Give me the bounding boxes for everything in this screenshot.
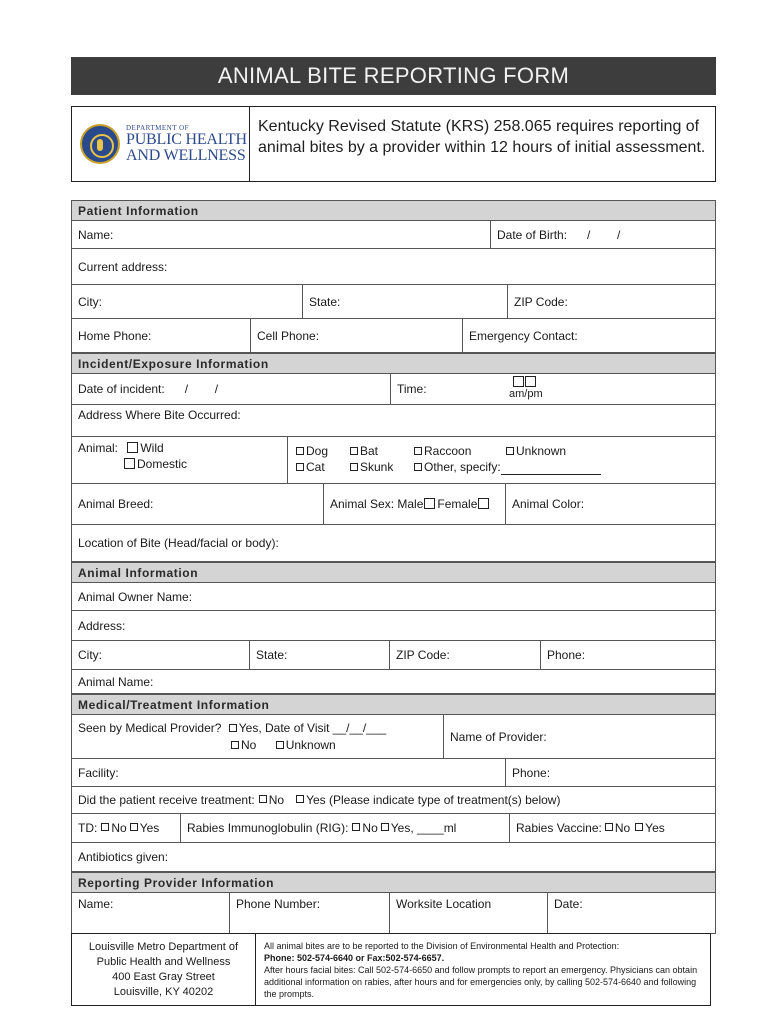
treatment-yes-label: Yes (Please indicate type of treatment(s) below) (306, 793, 561, 807)
skunk-label: Skunk (360, 460, 394, 474)
seen-by-provider-group (72, 715, 444, 758)
dog-checkbox[interactable] (296, 447, 304, 455)
owner-address-label: Address: (78, 618, 126, 633)
seen-no-label: No (241, 738, 257, 752)
raccoon-checkbox[interactable] (414, 447, 422, 455)
rig-group (181, 814, 510, 842)
seen-by-provider-label: Seen by Medical Provider? (78, 721, 222, 735)
td-yes-checkbox[interactable] (130, 823, 138, 831)
rig-label: Rabies Immunoglobulin (RIG): (187, 821, 349, 835)
vaccine-yes-checkbox[interactable] (635, 823, 643, 831)
rig-yes-label: Yes, ____ml (390, 821, 457, 835)
footer-note-3: After hours facial bites: Call 502-574-6650 and follow prompts to report an emergency. Physicians can obtain additional information on rabies, after hours and for emergencies only, by calling 502-574-6640 and following the prompts. (264, 965, 698, 999)
patient-zip-field[interactable] (508, 285, 715, 318)
wild-label: Wild (140, 441, 164, 455)
report-date-label: Date: (554, 897, 583, 911)
current-address-field[interactable] (72, 249, 715, 284)
skunk-checkbox[interactable] (350, 463, 358, 471)
bite-location-field[interactable] (72, 525, 715, 561)
bite-address-field[interactable] (72, 405, 715, 436)
antibiotics-label: Antibiotics given: (78, 850, 169, 864)
report-date-field[interactable] (548, 893, 715, 933)
current-address-label: Current address: (78, 259, 168, 274)
emergency-contact-field[interactable] (463, 319, 715, 352)
patient-name-label: Name: (78, 227, 114, 242)
rig-no-checkbox[interactable] (352, 823, 360, 831)
am-checkbox[interactable] (513, 376, 524, 387)
section-reporting-provider: Reporting Provider Information (71, 872, 716, 892)
dob-slashes: / / (587, 227, 621, 242)
facility-phone-label: Phone: (512, 765, 551, 780)
bat-checkbox[interactable] (350, 447, 358, 455)
dob-label: Date of Birth: (497, 227, 568, 242)
incident-time-label: Time: (397, 382, 427, 396)
treatment-no-checkbox[interactable] (259, 795, 267, 803)
provider-name-label: Name of Provider: (450, 729, 547, 744)
owner-phone-field[interactable] (541, 641, 715, 669)
report-form (71, 200, 716, 934)
facility-label: Facility: (78, 765, 119, 780)
animal-owner-label: Animal Owner Name: (78, 589, 193, 604)
bite-location-label: Location of Bite (Head/facial or body): (78, 536, 279, 550)
logo-line-1: DEPARTMENT OF (126, 124, 190, 132)
department-logo (72, 107, 250, 181)
owner-city-field[interactable] (72, 641, 250, 669)
worksite-location-label: Worksite Location (396, 897, 492, 911)
reporter-phone-field[interactable] (230, 893, 390, 933)
unknown-animal-label: Unknown (516, 444, 567, 458)
footer-street: 400 East Gray Street (112, 971, 215, 983)
section-patient-information: Patient Information (71, 200, 716, 220)
reporter-phone-label: Phone Number: (236, 897, 321, 911)
treatment-question-row (72, 787, 715, 813)
rig-yes-checkbox[interactable] (381, 823, 389, 831)
rabies-vaccine-label: Rabies Vaccine: (516, 821, 602, 835)
animal-name-field[interactable] (72, 670, 715, 693)
animal-color-label: Animal Color: (512, 497, 585, 511)
kentucky-seal-icon (80, 124, 120, 164)
logo-line-3: AND WELLNESS (126, 147, 246, 164)
facility-field[interactable] (72, 759, 506, 786)
facility-phone-field[interactable] (506, 759, 715, 786)
animal-label: Animal: (78, 441, 119, 455)
cell-phone-field[interactable] (251, 319, 463, 352)
bat-label: Bat (360, 444, 379, 458)
male-checkbox[interactable] (424, 498, 435, 509)
patient-name-field[interactable] (72, 221, 491, 248)
female-checkbox[interactable] (478, 498, 489, 509)
header-box (71, 106, 716, 182)
animal-sex-field (324, 484, 506, 524)
cat-checkbox[interactable] (296, 463, 304, 471)
footer-box (71, 933, 711, 1006)
patient-zip-label: ZIP Code: (514, 294, 568, 309)
raccoon-label: Raccoon (424, 444, 472, 458)
statute-notice: Kentucky Revised Statute (KRS) 258.065 requires reporting of animal bites by a provider within 12 hours of initial assessment. (258, 118, 706, 156)
incident-date-label: Date of incident: (78, 382, 165, 396)
vaccine-yes-label: Yes (645, 821, 665, 835)
ampm-label: am/pm (509, 388, 543, 400)
form-title: ANIMAL BITE REPORTING FORM (71, 57, 716, 95)
incident-time-field[interactable] (391, 374, 715, 404)
footer-city: Louisville, KY 40202 (113, 986, 214, 998)
footer-org-line-2: Public Health and Wellness (96, 956, 231, 968)
owner-zip-field[interactable] (390, 641, 541, 669)
patient-state-field[interactable] (303, 285, 508, 318)
female-label: Female (437, 497, 478, 511)
owner-address-field[interactable] (72, 611, 715, 640)
animal-sex-label: Animal Sex: Male (330, 497, 424, 511)
animal-breed-field[interactable] (72, 484, 324, 524)
treatment-question-label: Did the patient receive treatment: (78, 793, 255, 807)
vaccine-no-checkbox[interactable] (605, 823, 613, 831)
section-medical-information: Medical/Treatment Information (71, 694, 716, 714)
animal-type-group (72, 437, 288, 483)
treatment-yes-checkbox[interactable] (296, 795, 304, 803)
domestic-checkbox[interactable] (124, 458, 135, 469)
animal-color-field[interactable] (506, 484, 715, 524)
reporting-instructions (256, 934, 710, 1005)
animal-breed-label: Animal Breed: (78, 497, 154, 511)
rabies-vaccine-group (510, 814, 715, 842)
animal-owner-field[interactable] (72, 583, 715, 610)
antibiotics-field[interactable] (72, 843, 715, 871)
owner-zip-label: ZIP Code: (396, 648, 450, 662)
patient-city-field[interactable] (72, 285, 303, 318)
seen-unknown-label: Unknown (285, 738, 336, 752)
date-of-incident-field[interactable] (72, 374, 391, 404)
other-checkbox[interactable] (414, 463, 422, 471)
logo-line-2: PUBLIC HEALTH (126, 131, 247, 148)
worksite-location-field[interactable] (390, 893, 548, 933)
patient-city-label: City: (78, 294, 102, 309)
date-of-birth-field[interactable] (491, 221, 715, 248)
treatment-no-label: No (268, 793, 285, 807)
td-group (72, 814, 181, 842)
footer-note-2: Phone: 502-574-6640 or Fax:502-574-6657. (264, 953, 445, 963)
td-no-checkbox[interactable] (101, 823, 109, 831)
bite-address-label: Address Where Bite Occurred: (78, 408, 241, 422)
incident-date-slashes: / / (184, 382, 219, 396)
seen-unknown-checkbox[interactable] (276, 741, 284, 749)
owner-phone-label: Phone: (547, 648, 586, 662)
rig-no-label: No (362, 821, 378, 835)
home-phone-field[interactable] (72, 319, 251, 352)
species-group (288, 437, 715, 483)
wild-checkbox[interactable] (127, 442, 138, 453)
td-no-label: No (111, 821, 127, 835)
owner-state-field[interactable] (250, 641, 390, 669)
section-animal-information: Animal Information (71, 562, 716, 582)
patient-state-label: State: (309, 294, 341, 309)
seen-yes-checkbox[interactable] (229, 724, 237, 732)
emergency-contact-label: Emergency Contact: (469, 328, 578, 343)
footer-note-1: All animal bites are to be reported to the Division of Environmental Health and Protection: (264, 941, 620, 951)
dog-label: Dog (306, 444, 329, 458)
td-label: TD: (78, 821, 98, 835)
other-specify-line[interactable] (501, 474, 601, 475)
cell-phone-label: Cell Phone: (257, 328, 320, 343)
reporter-name-field[interactable] (72, 893, 230, 933)
seen-no-checkbox[interactable] (231, 741, 239, 749)
seen-yes-label: Yes, Date of Visit __/__/___ (238, 721, 387, 735)
owner-city-label: City: (78, 648, 102, 662)
section-incident-information: Incident/Exposure Information (71, 353, 716, 373)
provider-name-field[interactable] (444, 715, 715, 758)
owner-state-label: State: (256, 648, 288, 662)
reporter-name-label: Name: (78, 897, 114, 911)
vaccine-no-label: No (614, 821, 631, 835)
animal-name-label: Animal Name: (78, 674, 154, 689)
other-label: Other, specify: (424, 460, 501, 474)
cat-label: Cat (306, 460, 325, 474)
home-phone-label: Home Phone: (78, 328, 152, 343)
pm-checkbox[interactable] (525, 376, 536, 387)
department-address (72, 934, 256, 1005)
footer-org-line-1: Louisville Metro Department of (88, 941, 239, 953)
unknown-animal-checkbox[interactable] (506, 447, 514, 455)
domestic-label: Domestic (137, 457, 188, 471)
td-yes-label: Yes (139, 821, 160, 835)
